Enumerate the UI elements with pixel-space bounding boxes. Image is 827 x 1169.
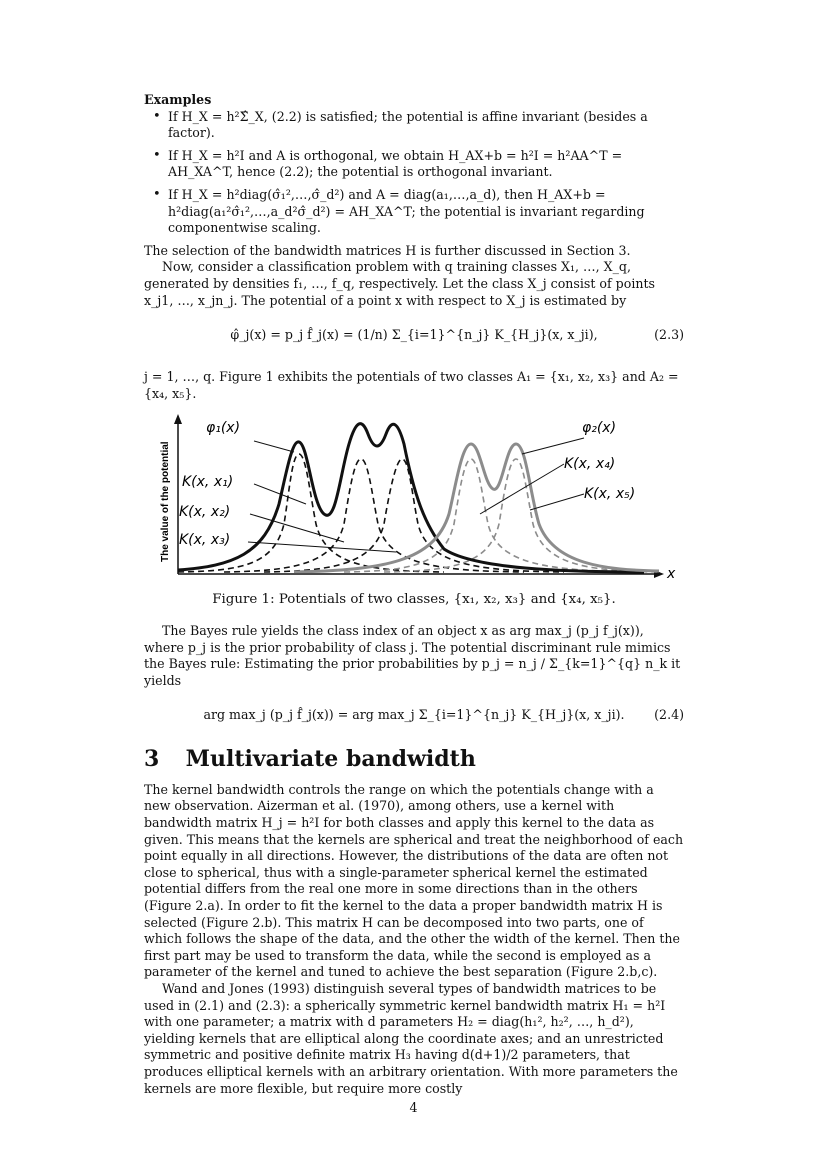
list-item: • If H_X = h²I and A is orthogonal, we obtain H_AX+b = h²I = h²AA^T = AH_XA^T, hence (2.2); the potential is orthogonal invariant. (168, 148, 684, 181)
figure-potentials (144, 414, 684, 584)
page-number: 4 (409, 1100, 418, 1115)
equation-number: (2.3) (654, 327, 684, 343)
label-kernel-x3: K(x, x₃) (179, 532, 231, 549)
y-axis-label: The value of the potential (160, 441, 171, 563)
paragraph-classification-problem: Now, consider a classification problem with q training classes X₁, …, X_q, generated by densities f₁, …, f_q, respectively. Let the class X_j consist of points x_j1, …, x_jn_j. The potential of a point x with respect to X_j is estimated by (144, 259, 655, 308)
kernel-x4 (344, 459, 644, 572)
equation-number: (2.4) (654, 707, 684, 723)
pointer-k5 (530, 494, 584, 510)
y-axis-arrow (174, 414, 182, 424)
paragraph-bandwidth-selection: The selection of the bandwidth matrices H is further discussed in Section 3. (144, 242, 631, 258)
paragraph-bandwidth-types: Wand and Jones (1993) distinguish several types of bandwidth matrices to be used in (2.1) and (2.3): a spherically symmetric kernel bandwidth matrix H₁ = h²I with one parameter; a matrix with d parameters H₂ = diag(h₁², h₂², …, h_d²), yielding kernels that are elliptical along the coordinate axes; and an unrestricted symmetric and positive definite matrix H₃ having d(d+1)/2 parameters, that produces elliptical kernels with an arbitrary orientation. With more parameters the kernels are more flexible, but require more costly (144, 981, 678, 1096)
section-heading (144, 746, 684, 773)
figure-caption: Figure 1: Potentials of two classes, {x₁, x₂, x₃} and {x₄, x₅}. (212, 592, 616, 608)
paragraph-figure-reference: j = 1, …, q. Figure 1 exhibits the potentials of two classes A₁ = {x₁, x₂, x₃} and A₂ = {x₄, x₅}. (144, 369, 679, 401)
examples-heading: Examples (144, 92, 212, 107)
label-phi2: φ₂(x) (582, 420, 617, 437)
label-kernel-x4: K(x, x₄) (564, 456, 616, 473)
potentials-plot (144, 414, 684, 584)
examples-block (144, 92, 684, 237)
pointer-k3 (248, 542, 396, 552)
section-number: 3 (144, 746, 160, 773)
potential-phi1 (178, 424, 644, 572)
pointer-phi2 (522, 438, 584, 454)
equation-2-3 (144, 317, 684, 361)
equation-2-4 (144, 697, 684, 741)
list-item: • If H_X = h²Σ̂_X, (2.2) is satisfied; the potential is affine invariant (besides a factor). (168, 109, 684, 142)
kernel-x2 (224, 459, 524, 572)
examples-list (144, 109, 684, 237)
x-axis-label: x (667, 566, 676, 583)
label-kernel-x5: K(x, x₅) (584, 486, 636, 503)
equation-body: φ̂_j(x) = p_j f̂_j(x) = (1/n) Σ_{i=1}^{n_j} K_{H_j}(x, x_ji), (230, 327, 598, 343)
label-kernel-x1: K(x, x₁) (182, 474, 234, 491)
page-content (144, 92, 684, 1097)
paragraph-bayes-rule: The Bayes rule yields the class index of an object x as arg max_j (p_j f_j(x)), where p_j is the prior probability of class j. The potential discriminant rule mimics the Bayes rule: Estimating the prior probabilities by p_j = n_j / Σ_{k=1}^{q} n_k it yields (144, 622, 681, 688)
label-phi1: φ₁(x) (206, 420, 241, 437)
label-kernel-x2: K(x, x₂) (179, 504, 231, 521)
equation-body: arg max_j (p_j f̂_j(x)) = arg max_j Σ_{i=1}^{n_j} K_{H_j}(x, x_ji). (203, 707, 625, 723)
list-item: • If H_X = h²diag(σ̂₁²,…,σ̂_d²) and A = diag(a₁,…,a_d), then H_AX+b = h²diag(a₁²σ̂₁²,…,a_d²σ̂_d²) = AH_XA^T; the potential is invariant regarding componentwise scaling. (168, 187, 684, 237)
section-title: Multivariate bandwidth (185, 746, 476, 773)
pointer-phi1 (254, 441, 294, 452)
paragraph-kernel-bandwidth: The kernel bandwidth controls the range on which the potentials change with a new observation. Aizerman et al. (1970), among others, use a kernel with bandwidth matrix H_j = h²I for both classes and apply this kernel to the data as given. This means that the kernels are spherical and treat the neighborhood of each point equally in all directions. However, the distributions of the data are often not close to spherical, thus with a single-parameter spherical kernel the estimated potential differs from the real one more in some directions than in the others (Figure 2.a). In order to fit the kernel to the data a proper bandwidth matrix H is selected (Figure 2.b). This matrix H can be decomposed into two parts, one of which follows the shape of the data, and the other the width of the kernel. Then the first part may be used to transform the data, while the second is employed as a parameter of the kernel and tuned to achieve the best separation (Figure 2.b,c). (144, 781, 684, 980)
